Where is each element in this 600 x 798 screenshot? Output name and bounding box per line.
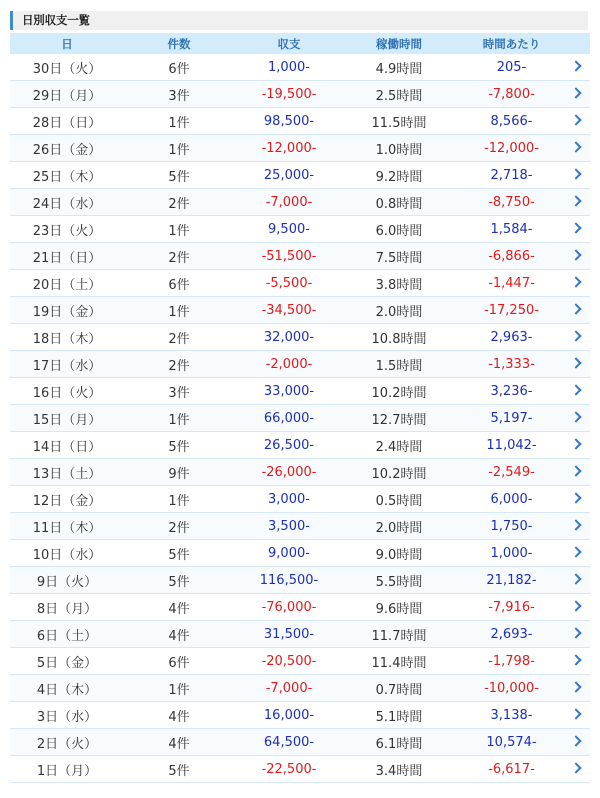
balance-cell: 9,500- <box>234 216 344 243</box>
hours-cell: 10.2時間 <box>344 459 454 486</box>
day-cell: 18日（木） <box>10 324 124 351</box>
hours-cell: 9.2時間 <box>344 162 454 189</box>
column-header-count: 件数 <box>124 33 234 54</box>
balance-cell: -12,000- <box>234 135 344 162</box>
row-detail-link[interactable] <box>569 459 590 486</box>
table-row[interactable] <box>10 405 590 432</box>
balance-cell: -5,500- <box>234 270 344 297</box>
table-row[interactable] <box>10 459 590 486</box>
section-header <box>10 11 588 30</box>
day-cell: 21日（日） <box>10 243 124 270</box>
chevron-right-icon[interactable] <box>570 600 581 611</box>
hours-cell: 4.9時間 <box>344 54 454 81</box>
per-hour-cell: -12,000- <box>454 135 569 162</box>
chevron-right-icon[interactable] <box>570 249 581 260</box>
table-row[interactable] <box>10 135 590 162</box>
count-cell: 5件 <box>124 756 234 783</box>
balance-cell: -22,500- <box>234 756 344 783</box>
day-cell: 9日（火） <box>10 567 124 594</box>
table-row[interactable] <box>10 81 590 108</box>
hours-cell: 9.0時間 <box>344 540 454 567</box>
row-detail-link[interactable] <box>569 567 590 594</box>
day-cell: 3日（水） <box>10 702 124 729</box>
row-detail-link[interactable] <box>569 189 590 216</box>
balance-cell: -76,000- <box>234 594 344 621</box>
table-row[interactable] <box>10 540 590 567</box>
hours-cell: 12.7時間 <box>344 405 454 432</box>
day-cell: 29日（月） <box>10 81 124 108</box>
chevron-right-icon[interactable] <box>570 222 581 233</box>
balance-cell: 16,000- <box>234 702 344 729</box>
balance-cell: 3,000- <box>234 486 344 513</box>
count-cell: 1件 <box>124 675 234 702</box>
row-detail-link[interactable] <box>569 432 590 459</box>
table-row[interactable] <box>10 162 590 189</box>
per-hour-cell: -6,866- <box>454 243 569 270</box>
count-cell: 1件 <box>124 216 234 243</box>
row-detail-link[interactable] <box>569 540 590 567</box>
row-detail-link[interactable] <box>569 243 590 270</box>
per-hour-cell: 8,566- <box>454 108 569 135</box>
balance-cell: 26,500- <box>234 432 344 459</box>
row-detail-link[interactable] <box>569 324 590 351</box>
day-cell: 23日（火） <box>10 216 124 243</box>
chevron-right-icon[interactable] <box>570 465 581 476</box>
chevron-right-icon[interactable] <box>570 573 581 584</box>
row-detail-link[interactable] <box>569 513 590 540</box>
row-detail-link[interactable] <box>569 270 590 297</box>
table-row[interactable] <box>10 513 590 540</box>
table-row[interactable] <box>10 108 590 135</box>
row-detail-link[interactable] <box>569 486 590 513</box>
per-hour-cell: 2,718- <box>454 162 569 189</box>
row-detail-link[interactable] <box>569 378 590 405</box>
day-cell: 15日（月） <box>10 405 124 432</box>
balance-cell: -2,000- <box>234 351 344 378</box>
row-detail-link[interactable] <box>569 216 590 243</box>
per-hour-cell: 6,000- <box>454 486 569 513</box>
count-cell: 2件 <box>124 351 234 378</box>
day-cell: 12日（金） <box>10 486 124 513</box>
hours-cell: 1.0時間 <box>344 135 454 162</box>
chevron-right-icon[interactable] <box>570 627 581 638</box>
chevron-right-icon[interactable] <box>570 357 581 368</box>
day-cell: 13日（土） <box>10 459 124 486</box>
row-detail-link[interactable] <box>569 756 590 783</box>
per-hour-cell: -8,750- <box>454 189 569 216</box>
hours-cell: 5.5時間 <box>344 567 454 594</box>
per-hour-cell: -1,798- <box>454 648 569 675</box>
day-cell: 28日（日） <box>10 108 124 135</box>
chevron-right-icon[interactable] <box>570 330 581 341</box>
row-detail-link[interactable] <box>569 729 590 756</box>
per-hour-cell: -17,250- <box>454 297 569 324</box>
daily-balance-table <box>10 33 590 783</box>
row-detail-link[interactable] <box>569 54 590 81</box>
table-row[interactable] <box>10 567 590 594</box>
balance-cell: 116,500- <box>234 567 344 594</box>
balance-cell: -51,500- <box>234 243 344 270</box>
chevron-right-icon[interactable] <box>570 411 581 422</box>
hours-cell: 10.2時間 <box>344 378 454 405</box>
chevron-right-icon[interactable] <box>570 114 581 125</box>
balance-cell: 1,000- <box>234 54 344 81</box>
table-row[interactable] <box>10 270 590 297</box>
hours-cell: 9.6時間 <box>344 594 454 621</box>
hours-cell: 11.7時間 <box>344 621 454 648</box>
table-row[interactable] <box>10 216 590 243</box>
count-cell: 9件 <box>124 459 234 486</box>
count-cell: 4件 <box>124 621 234 648</box>
day-cell: 6日（土） <box>10 621 124 648</box>
day-cell: 11日（木） <box>10 513 124 540</box>
table-row[interactable] <box>10 702 590 729</box>
column-header-action <box>569 33 590 54</box>
per-hour-cell: -10,000- <box>454 675 569 702</box>
count-cell: 6件 <box>124 270 234 297</box>
row-detail-link[interactable] <box>569 81 590 108</box>
day-cell: 25日（木） <box>10 162 124 189</box>
per-hour-cell: 3,236- <box>454 378 569 405</box>
column-header-balance: 収支 <box>234 33 344 54</box>
hours-cell: 7.5時間 <box>344 243 454 270</box>
table-row[interactable] <box>10 378 590 405</box>
count-cell: 3件 <box>124 81 234 108</box>
per-hour-cell: 1,750- <box>454 513 569 540</box>
day-cell: 1日（月） <box>10 756 124 783</box>
hours-cell: 11.4時間 <box>344 648 454 675</box>
chevron-right-icon[interactable] <box>570 384 581 395</box>
table-row[interactable] <box>10 189 590 216</box>
per-hour-cell: 10,574- <box>454 729 569 756</box>
row-detail-link[interactable] <box>569 621 590 648</box>
table-row[interactable] <box>10 648 590 675</box>
hours-cell: 5.1時間 <box>344 702 454 729</box>
per-hour-cell: -2,549- <box>454 459 569 486</box>
balance-cell: 33,000- <box>234 378 344 405</box>
day-cell: 20日（土） <box>10 270 124 297</box>
count-cell: 6件 <box>124 648 234 675</box>
chevron-right-icon[interactable] <box>570 735 581 746</box>
chevron-right-icon[interactable] <box>570 303 581 314</box>
day-cell: 26日（金） <box>10 135 124 162</box>
table-row[interactable] <box>10 54 590 81</box>
day-cell: 10日（水） <box>10 540 124 567</box>
hours-cell: 3.8時間 <box>344 270 454 297</box>
chevron-right-icon[interactable] <box>570 681 581 692</box>
per-hour-cell: -1,447- <box>454 270 569 297</box>
table-row[interactable] <box>10 675 590 702</box>
hours-cell: 2.4時間 <box>344 432 454 459</box>
day-cell: 4日（木） <box>10 675 124 702</box>
balance-cell: -20,500- <box>234 648 344 675</box>
day-cell: 17日（水） <box>10 351 124 378</box>
row-detail-link[interactable] <box>569 702 590 729</box>
table-row[interactable] <box>10 351 590 378</box>
hours-cell: 10.8時間 <box>344 324 454 351</box>
chevron-right-icon[interactable] <box>570 492 581 503</box>
table-row[interactable] <box>10 621 590 648</box>
per-hour-cell: 2,963- <box>454 324 569 351</box>
chevron-right-icon[interactable] <box>570 195 581 206</box>
count-cell: 5件 <box>124 540 234 567</box>
row-detail-link[interactable] <box>569 675 590 702</box>
table-row[interactable] <box>10 594 590 621</box>
section-title: 日別収支一覧 <box>22 13 90 27</box>
chevron-right-icon[interactable] <box>570 87 581 98</box>
row-detail-link[interactable] <box>569 594 590 621</box>
count-cell: 5件 <box>124 162 234 189</box>
day-cell: 24日（水） <box>10 189 124 216</box>
hours-cell: 2.0時間 <box>344 297 454 324</box>
per-hour-cell: 205- <box>454 54 569 81</box>
balance-cell: 32,000- <box>234 324 344 351</box>
balance-cell: 9,000- <box>234 540 344 567</box>
count-cell: 1件 <box>124 108 234 135</box>
balance-cell: 25,000- <box>234 162 344 189</box>
count-cell: 1件 <box>124 297 234 324</box>
per-hour-cell: 1,000- <box>454 540 569 567</box>
per-hour-cell: 1,584- <box>454 216 569 243</box>
row-detail-link[interactable] <box>569 297 590 324</box>
column-header-day: 日 <box>10 33 124 54</box>
row-detail-link[interactable] <box>569 648 590 675</box>
row-detail-link[interactable] <box>569 162 590 189</box>
balance-cell: 66,000- <box>234 405 344 432</box>
balance-cell: 98,500- <box>234 108 344 135</box>
day-cell: 19日（金） <box>10 297 124 324</box>
per-hour-cell: -7,916- <box>454 594 569 621</box>
hours-cell: 3.4時間 <box>344 756 454 783</box>
chevron-right-icon[interactable] <box>570 708 581 719</box>
chevron-right-icon[interactable] <box>570 276 581 287</box>
chevron-right-icon[interactable] <box>570 168 581 179</box>
day-cell: 30日（火） <box>10 54 124 81</box>
table-row[interactable] <box>10 432 590 459</box>
per-hour-cell: 2,693- <box>454 621 569 648</box>
table-row[interactable] <box>10 729 590 756</box>
day-cell: 5日（金） <box>10 648 124 675</box>
count-cell: 1件 <box>124 486 234 513</box>
balance-cell: -26,000- <box>234 459 344 486</box>
balance-cell: -34,500- <box>234 297 344 324</box>
row-detail-link[interactable] <box>569 405 590 432</box>
count-cell: 1件 <box>124 405 234 432</box>
table-row[interactable] <box>10 243 590 270</box>
table-row[interactable] <box>10 297 590 324</box>
balance-cell: 3,500- <box>234 513 344 540</box>
per-hour-cell: -7,800- <box>454 81 569 108</box>
row-detail-link[interactable] <box>569 351 590 378</box>
chevron-right-icon[interactable] <box>570 141 581 152</box>
day-cell: 2日（火） <box>10 729 124 756</box>
count-cell: 5件 <box>124 432 234 459</box>
table-header-row <box>10 33 590 54</box>
hours-cell: 0.8時間 <box>344 189 454 216</box>
chevron-right-icon[interactable] <box>570 546 581 557</box>
hours-cell: 2.0時間 <box>344 513 454 540</box>
hours-cell: 0.7時間 <box>344 675 454 702</box>
row-detail-link[interactable] <box>569 108 590 135</box>
hours-cell: 1.5時間 <box>344 351 454 378</box>
hours-cell: 6.0時間 <box>344 216 454 243</box>
count-cell: 2件 <box>124 513 234 540</box>
count-cell: 3件 <box>124 378 234 405</box>
day-cell: 16日（火） <box>10 378 124 405</box>
table-row[interactable] <box>10 486 590 513</box>
column-header-hours: 稼働時間 <box>344 33 454 54</box>
per-hour-cell: -1,333- <box>454 351 569 378</box>
per-hour-cell: 3,138- <box>454 702 569 729</box>
day-cell: 8日（月） <box>10 594 124 621</box>
count-cell: 2件 <box>124 324 234 351</box>
count-cell: 2件 <box>124 189 234 216</box>
balance-cell: -7,000- <box>234 675 344 702</box>
count-cell: 2件 <box>124 243 234 270</box>
hours-cell: 11.5時間 <box>344 108 454 135</box>
balance-cell: 64,500- <box>234 729 344 756</box>
hours-cell: 2.5時間 <box>344 81 454 108</box>
balance-cell: -19,500- <box>234 81 344 108</box>
count-cell: 6件 <box>124 54 234 81</box>
count-cell: 4件 <box>124 729 234 756</box>
table-row[interactable] <box>10 324 590 351</box>
hours-cell: 0.5時間 <box>344 486 454 513</box>
day-cell: 14日（日） <box>10 432 124 459</box>
row-detail-link[interactable] <box>569 135 590 162</box>
chevron-right-icon[interactable] <box>570 519 581 530</box>
balance-cell: -7,000- <box>234 189 344 216</box>
per-hour-cell: 5,197- <box>454 405 569 432</box>
chevron-right-icon[interactable] <box>570 438 581 449</box>
per-hour-cell: 11,042- <box>454 432 569 459</box>
count-cell: 5件 <box>124 567 234 594</box>
chevron-right-icon[interactable] <box>570 654 581 665</box>
table-row[interactable] <box>10 756 590 783</box>
column-header-per-hour: 時間あたり <box>454 33 569 54</box>
count-cell: 1件 <box>124 135 234 162</box>
count-cell: 4件 <box>124 594 234 621</box>
per-hour-cell: -6,617- <box>454 756 569 783</box>
chevron-right-icon[interactable] <box>570 762 581 773</box>
count-cell: 4件 <box>124 702 234 729</box>
balance-cell: 31,500- <box>234 621 344 648</box>
chevron-right-icon[interactable] <box>570 60 581 71</box>
per-hour-cell: 21,182- <box>454 567 569 594</box>
table-body <box>10 54 590 783</box>
hours-cell: 6.1時間 <box>344 729 454 756</box>
